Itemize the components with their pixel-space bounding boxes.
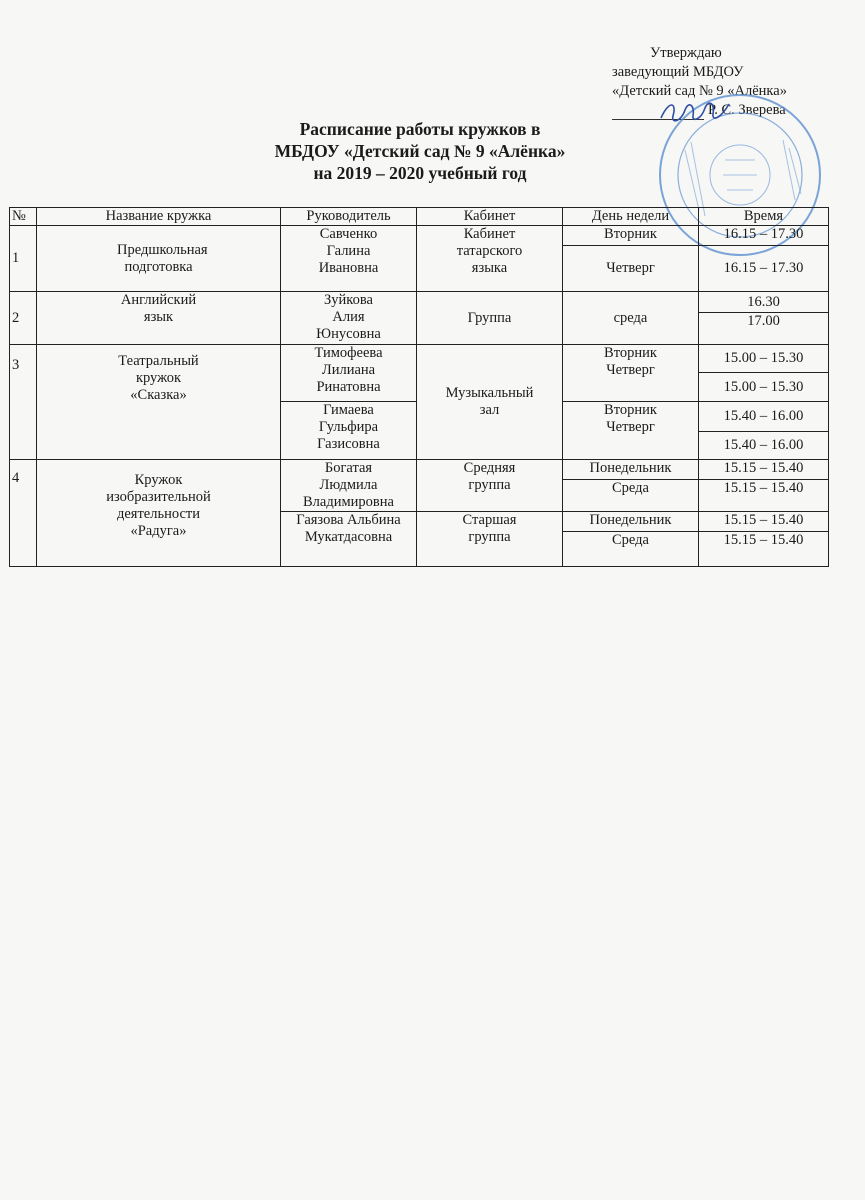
- club-room: Кабинет татарского языка: [417, 226, 563, 292]
- table-row: [10, 460, 829, 480]
- weekday-cell: Среда: [563, 480, 699, 512]
- row-number: 4: [10, 460, 37, 567]
- time-cell: 17.00: [699, 313, 829, 345]
- weekday-cell: среда: [563, 292, 699, 345]
- table-header-row: [10, 208, 829, 226]
- time-cell: 15.00 – 15.30: [699, 373, 829, 402]
- time-cell: 15.15 – 15.40: [699, 532, 829, 567]
- schedule-table: [9, 207, 829, 567]
- time-cell: 15.15 – 15.40: [699, 460, 829, 480]
- weekday-cell: Понедельник: [563, 512, 699, 532]
- time-cell: 15.15 – 15.40: [699, 480, 829, 512]
- row-number: 3: [10, 345, 37, 460]
- title-line-3: на 2019 – 2020 учебный год: [313, 163, 527, 183]
- club-name: Предшкольная подготовка: [37, 226, 281, 292]
- time-cell: 16.15 – 17.30: [699, 226, 829, 246]
- time-cell: 15.40 – 16.00: [699, 432, 829, 460]
- weekday-cell: Понедельник: [563, 460, 699, 480]
- table-row: [10, 292, 829, 313]
- title-line-1: Расписание работы кружков в: [299, 119, 541, 139]
- weekday-cell: Среда: [563, 532, 699, 567]
- header-room: Кабинет: [417, 208, 563, 226]
- table-row: [10, 226, 829, 246]
- header-number: №: [10, 208, 37, 226]
- time-cell: 15.15 – 15.40: [699, 512, 829, 532]
- table-row: [10, 345, 829, 373]
- title-line-2: МБДОУ «Детский сад № 9 «Алёнка»: [274, 141, 566, 161]
- club-name: Английский язык: [37, 292, 281, 345]
- weekday-cell: Вторник Четверг: [563, 345, 699, 402]
- time-cell: 16.15 – 17.30: [699, 246, 829, 292]
- header-time: Время: [699, 208, 829, 226]
- time-cell: 15.00 – 15.30: [699, 345, 829, 373]
- club-leader: Гаязова Альбина Мукатдасовна: [281, 512, 417, 567]
- time-cell: 15.40 – 16.00: [699, 402, 829, 432]
- approval-signatory: Р. С. Зверева: [708, 102, 786, 118]
- approval-organization: «Детский сад № 9 «Алёнка»: [612, 83, 787, 99]
- club-name: Кружок изобразительной деятельности «Радуга»: [37, 460, 281, 567]
- time-cell: 16.30: [699, 292, 829, 313]
- club-leader: Гимаева Гульфира Газисовна: [281, 402, 417, 460]
- weekday-cell: Вторник: [563, 226, 699, 246]
- club-leader: Тимофеева Лилиана Ринатовна: [281, 345, 417, 402]
- approval-position: заведующий МБДОУ: [612, 64, 744, 80]
- approval-heading: Утверждаю: [650, 45, 722, 61]
- club-room: Музыкальный зал: [417, 345, 563, 460]
- header-weekday: День недели: [563, 208, 699, 226]
- club-room: Группа: [417, 292, 563, 345]
- weekday-cell: Вторник Четверг: [563, 402, 699, 460]
- row-number: 1: [10, 226, 37, 292]
- weekday-cell: Четверг: [563, 246, 699, 292]
- club-room: Старшая группа: [417, 512, 563, 567]
- header-leader: Руководитель: [281, 208, 417, 226]
- club-name: Театральный кружок «Сказка»: [37, 345, 281, 460]
- club-leader: Зуйкова Алия Юнусовна: [281, 292, 417, 345]
- club-room: Средняя группа: [417, 460, 563, 512]
- club-leader: Богатая Людмила Владимировна: [281, 460, 417, 512]
- signature-icon: [655, 92, 735, 132]
- row-number: 2: [10, 292, 37, 345]
- document-title: [200, 118, 640, 184]
- club-leader: Савченко Галина Ивановна: [281, 226, 417, 292]
- header-club-name: Название кружка: [37, 208, 281, 226]
